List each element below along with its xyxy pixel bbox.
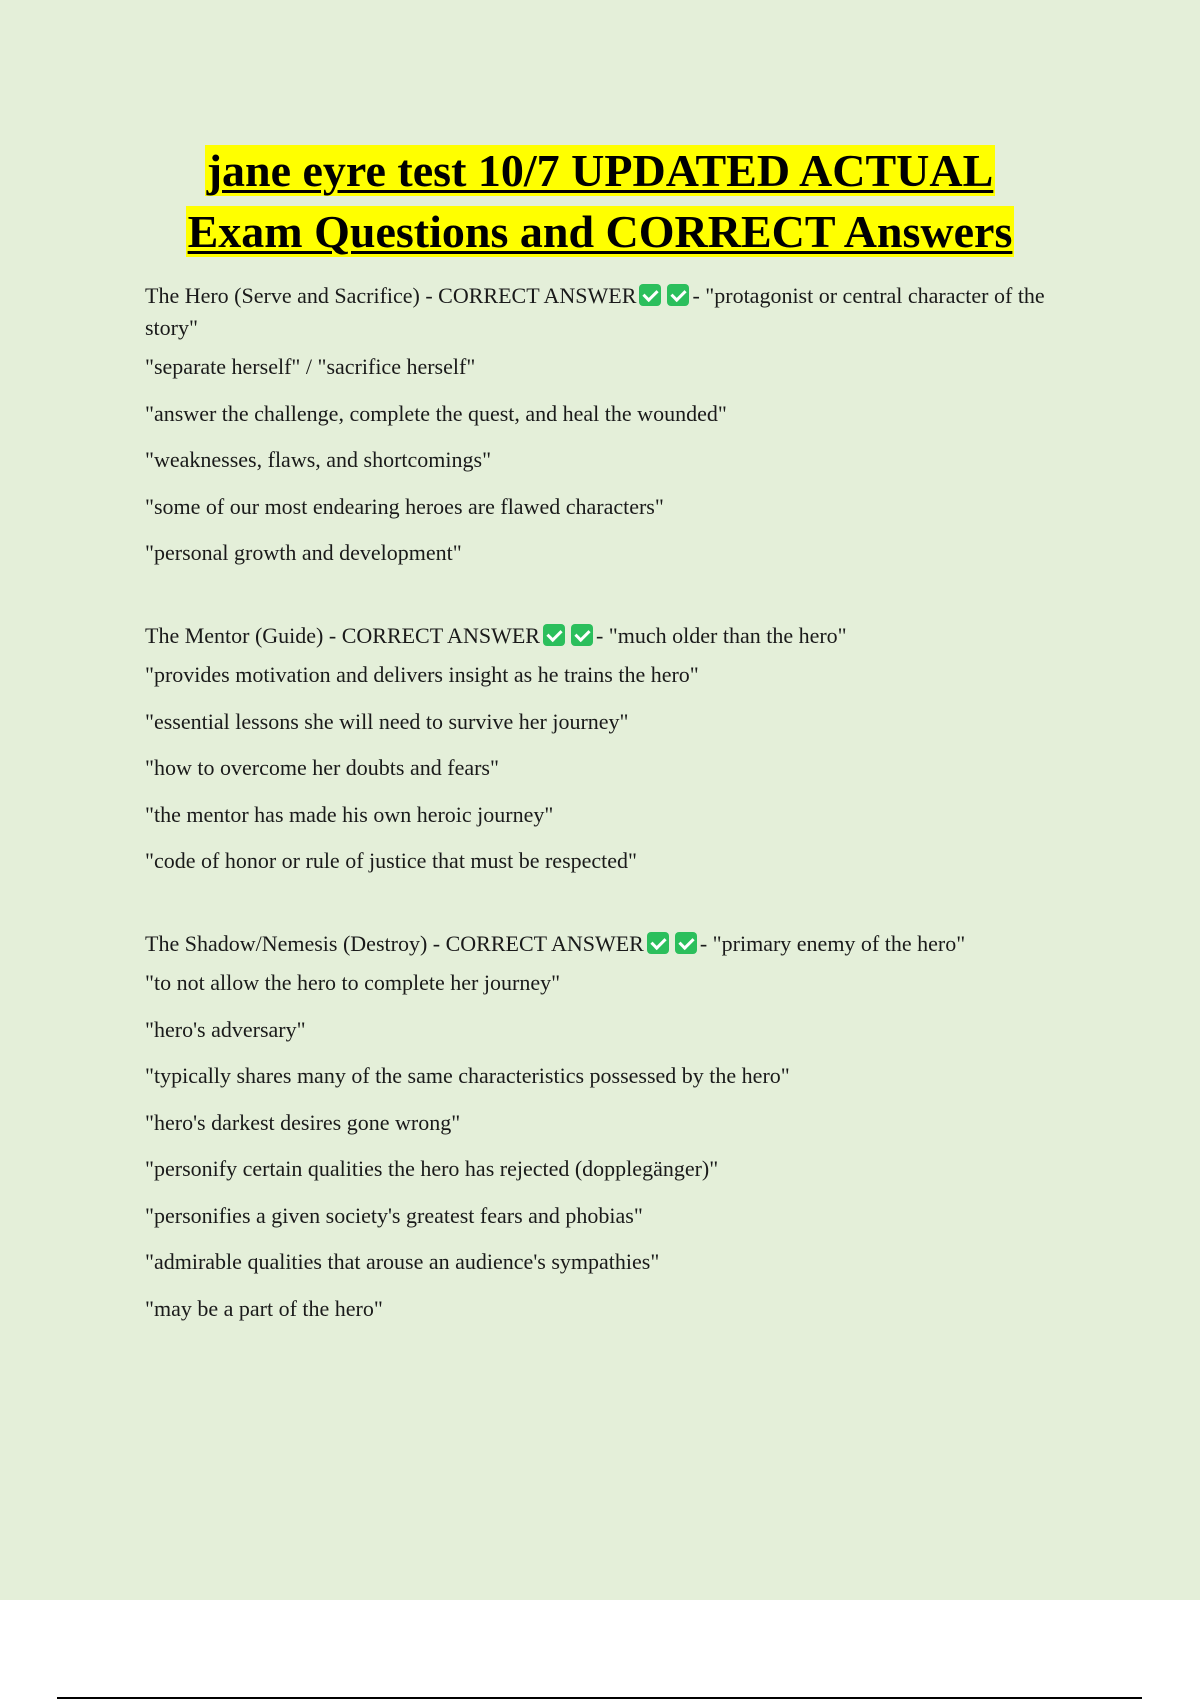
check-mark-icon (647, 932, 669, 954)
question-line (145, 620, 1095, 652)
check-mark-icon (571, 624, 593, 646)
check-mark-icon (639, 284, 661, 306)
question-term: The Mentor (Guide) - CORRECT ANSWER (145, 623, 540, 648)
answer-line: "hero's adversary" (145, 1016, 306, 1042)
section-hero (145, 280, 1095, 566)
answer-line: "how to overcome her doubts and fears" (145, 755, 499, 780)
question-line (145, 928, 1095, 960)
footer-divider (57, 1697, 1142, 1699)
question-definition: - "primary enemy of the hero" (699, 931, 966, 956)
answer-line: "to not allow the hero to complete her journey" (145, 970, 561, 995)
answer-line: "personal growth and development" (145, 540, 462, 565)
answer-line: "the mentor has made his own heroic journey" (145, 801, 554, 827)
check-mark-icon (675, 932, 697, 954)
document-title (0, 140, 1200, 262)
question-definition: - "much older than the hero" (595, 623, 847, 648)
answer-line: "weaknesses, flaws, and shortcomings" (145, 447, 492, 472)
answer-line: "separate herself" / "sacrifice herself" (145, 354, 476, 379)
answer-line: "typically shares many of the same characteristics possessed by the hero" (145, 1063, 790, 1088)
question-term: The Shadow/Nemesis (Destroy) - CORRECT ANSWER (145, 931, 644, 956)
title-line-2: Exam Questions and CORRECT Answers (187, 206, 1013, 257)
title-line-1: jane eyre test 10/7 UPDATED ACTUAL (206, 145, 994, 196)
answer-line: "admirable qualities that arouse an audience's sympathies" (145, 1249, 660, 1274)
question-line (145, 280, 1095, 344)
answer-line: "may be a part of the hero" (145, 1295, 383, 1321)
check-mark-icon (667, 284, 689, 306)
question-term: The Hero (Serve and Sacrifice) - CORRECT ANSWER (145, 283, 637, 308)
answer-line: "personifies a given society's greatest fears and phobias" (145, 1202, 643, 1228)
section-shadow (145, 928, 1095, 1322)
answer-line: "code of honor or rule of justice that must be respected" (145, 848, 638, 873)
answer-line: "provides motivation and delivers insight as he trains the hero" (145, 662, 699, 687)
section-mentor (145, 620, 1095, 874)
answer-line: "answer the challenge, complete the quest, and heal the wounded" (145, 400, 727, 426)
answer-line: "personify certain qualities the hero has rejected (dopplegänger)" (145, 1156, 719, 1181)
check-mark-icon (543, 624, 565, 646)
answer-line: "some of our most endearing heroes are flawed characters" (145, 493, 664, 519)
question-definition: - "protagonist or central character of the story" (145, 283, 1045, 340)
answer-line: "essential lessons she will need to survive her journey" (145, 708, 629, 734)
document-body (145, 280, 1095, 1376)
answer-line: "hero's darkest desires gone wrong" (145, 1109, 461, 1135)
